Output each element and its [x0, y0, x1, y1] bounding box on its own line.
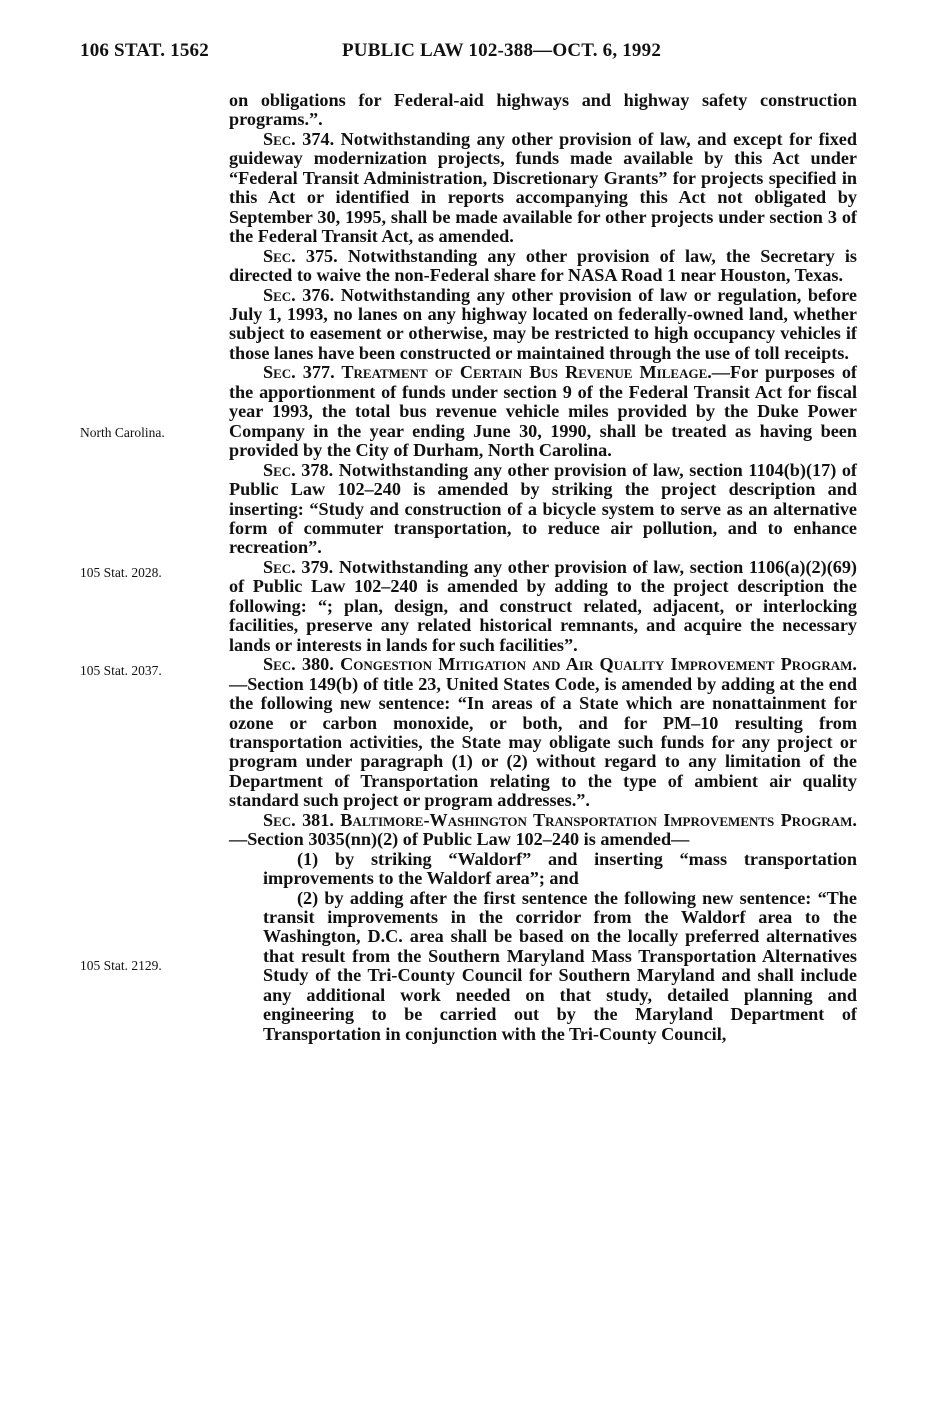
section-379: [229, 558, 857, 655]
amendment-item-1: (1) by striking “Waldorf” and inserting “mass transportation improvements to the Waldorf area”; and: [263, 848, 857, 889]
section-380: [229, 655, 857, 811]
section-text: —For purposes of the apportionment of funds under section 9 of the Federal Transit Act for fiscal year 1993, the total bus revenue vehicle miles provided by the Duke Power Company in the year ending June 30, 1990, shall be treated as having been provided by the City of Durham, North Carolina.: [229, 362, 857, 461]
margin-note-north-carolina: North Carolina.: [80, 425, 165, 440]
section-381: [229, 811, 857, 850]
margin-note-105-stat-2037: 105 Stat. 2037.: [80, 663, 162, 678]
section-377: [229, 363, 857, 460]
section-heading: Baltimore-Washington Transportation Improvements Program.: [333, 809, 857, 830]
page-stat-reference: 106 STAT. 1562: [80, 40, 209, 61]
section-378: [229, 461, 857, 558]
amendment-item-2: (2) by adding after the first sentence the following new sentence: “The transit improvements in the corridor from the Waldorf area to the Washington, D.C. area shall be based on the locally preferred alternatives that result from the Southern Maryland Mass Transportation Alternatives Study of the Tri-County Council for Southern Maryland and shall include any additional work needed on that study, detailed planning and engineering to be carried out by the Maryland Department of Transportation in conjunction with the Tri-County Council,: [263, 887, 857, 1044]
section-text: Notwithstanding any other provision of law, section 1106(a)(2)(69) of Public Law 102–240 is amended by adding to the project description the following: “; plan, design, and construct related, adjacent, or interlocking facilities, preserve any related historical remnants, and acquire the necessary lands or interests in lands for such facilities”.: [229, 556, 857, 655]
paragraph-continuation: on obligations for Federal-aid highways and highway safety construction programs.”.: [229, 90, 857, 130]
section-text: Notwithstanding any other provision of law or regulation, before July 1, 1993, no lanes on any highway located on federally-owned land, whether subject to easement or otherwise, may be restricted to high occupancy vehicles if those lanes have been constructed or maintained through the use of toll receipts.: [229, 284, 857, 363]
section-heading: Treatment of Certain Bus Revenue Mileage.: [334, 362, 712, 383]
section-text: Notwithstanding any other provision of law, section 1104(b)(17) of Public Law 102–240 is amended by striking the project description and inserting: “Study and construction of a bicycle system to serve as an alternative form of commuter transportation, to reduce air pollution, and to enhance recreation”.: [229, 459, 857, 558]
running-title: PUBLIC LAW 102-388—OCT. 6, 1992: [342, 40, 662, 61]
section-374: [229, 130, 857, 247]
section-label: Sec. 375.: [263, 245, 338, 266]
section-text: Notwithstanding any other provision of law, the Secretary is directed to waive the non-Federal share for NASA Road 1 near Houston, Texas.: [229, 245, 857, 286]
section-heading: Congestion Mitigation and Air Quality Improvement Program.: [333, 654, 857, 675]
margin-note-105-stat-2129: 105 Stat. 2129.: [80, 958, 162, 973]
section-text: —Section 149(b) of title 23, United States Code, is amended by adding at the end the following new sentence: “In areas of a State which are nonattainment for ozone or carbon monoxide, or both, and for PM–10 resulting from transportation activities, the State may obligate such funds for any project or program under paragraph (1) or (2) without regard to any limitation of the Department of Transportation relating to the type of ambient air quality standard such project or program addresses.”.: [229, 673, 857, 811]
section-text: —Section 3035(nn)(2) of Public Law 102–240 is amended—: [229, 829, 690, 850]
section-label: Sec. 376.: [263, 284, 335, 305]
section-label: Sec. 379.: [263, 556, 334, 577]
section-label: Sec. 378.: [263, 459, 334, 480]
section-label: Sec. 377.: [263, 362, 335, 383]
section-label: Sec. 374.: [263, 128, 335, 149]
body-text: [229, 91, 857, 1044]
margin-note-105-stat-2028: 105 Stat. 2028.: [80, 565, 162, 580]
section-376: [229, 286, 857, 364]
section-label: Sec. 380.: [263, 654, 334, 675]
section-375: [229, 247, 857, 286]
section-text: Notwithstanding any other provision of law, and except for fixed guideway modernization projects, funds made available by this Act under “Federal Transit Administration, Discretionary Grants” for projects specified in this Act or identified in reports accompanying this Act not obligated by September 30, 1995, shall be made available for other projects under section 3 of the Federal Transit Act, as amended.: [229, 128, 857, 247]
section-label: Sec. 381.: [263, 809, 334, 830]
